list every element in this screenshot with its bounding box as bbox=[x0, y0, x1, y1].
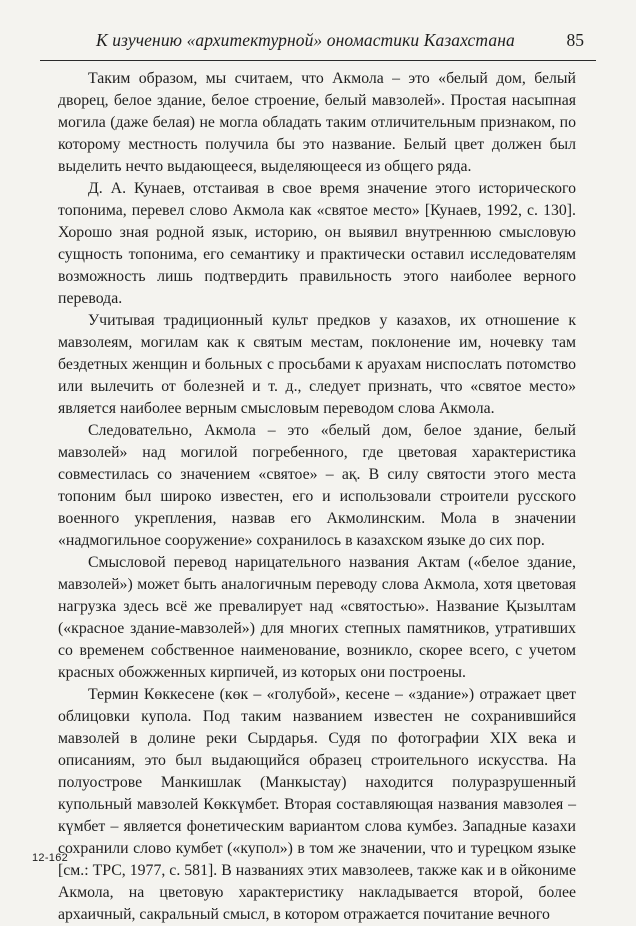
paragraph: Термин Көккесене (көк – «голубой», кесене – «здание») отражает цвет облицовки купола. Под таким названием известен не сохранившийся мавзолей в долине реки Сырдарья. Судя по фотографии XIX века и описаниям, это был выдающийся образец строительного искусства. На полуострове Манкишлак (Манкыстау) находится полуразрушенный купольный мавзолей Көккүмбет. Вторая составляющая названия мавзолея – күмбет – является фонетическим вариантом слова кумбез. Западные казахи сохранили слово кумбет («купол») в том же значении, что и турецком языке [см.: ТРС, 1977, с. 581]. В названиях этих мавзолеев, также как и в ойкониме Акмола, на цветовую характеристику накладывается второй, более архаичный, сакральный смысл, в котором отражается почитание вечного bbox=[58, 686, 576, 923]
paragraph: Смысловой перевод нарицательного названия Актам («белое здание, мавзолей») может быть аналогичным переводу слова Акмола, хотя цветовая нагрузка здесь всё же превалирует над «святостью». Название Қызылтам («красное здание-мавзолей») для многих степных памятников, утративших со временем собственное наименование, возникло, скорее всего, с учетом красных обожженных кирпичей, из которых они построены. bbox=[58, 554, 576, 681]
paragraph: Учитывая традиционный культ предков у казахов, их отношение к мавзолеям, могилам как к святым местам, поклонение им, ночевку там бездетных женщин и больных с просьбами к аруахам ниспослать потомство или вылечить от болезней и т. д., следует признать, что «святое место» является наиболее верным смысловым переводом слова Акмола. bbox=[58, 312, 576, 417]
page-header bbox=[40, 30, 596, 60]
running-title: К изучению «архитектурной» ономастики Казахстана bbox=[96, 30, 515, 50]
paragraph: Следовательно, Акмола – это «белый дом, белое здание, белый мавзолей» над могилой погребенного, где цветовая характеристика совместилась со значением «святое» – ақ. В силу святости этого места топоним был широко известен, его и использовали строители русского военного укрепления, назвав его Акмолинским. Мола в значении «надмогильное сооружение» сохранилось в казахском языке до сих пор. bbox=[58, 422, 576, 549]
paragraph: Д. А. Кунаев, отстаивая в свое время значение этого исторического топонима, перевел слово Акмола как «святое место» [Кунаев, 1992, с. 130]. Хорошо зная родной язык, историю, он выявил внутреннюю смысловую сущность топонима, его семантику и практически оставил исследователям возможность лишь подтвердить правильность этого наиболее верного перевода. bbox=[58, 180, 576, 307]
signature-code: 12-162 bbox=[32, 852, 69, 864]
page-number: 85 bbox=[566, 30, 584, 50]
header-rule bbox=[40, 60, 596, 61]
paragraph: Таким образом, мы считаем, что Акмола – это «белый дом, белый дворец, белое здание, белое строение, белый мавзолей». Простая насыпная могила (даже белая) не могла обладать таким отличительным признаком, по которому местность получила бы это название. Белый цвет должен был выделить нечто выдающееся, выделяющееся из общего ряда. bbox=[58, 70, 576, 175]
body-text bbox=[58, 68, 576, 926]
